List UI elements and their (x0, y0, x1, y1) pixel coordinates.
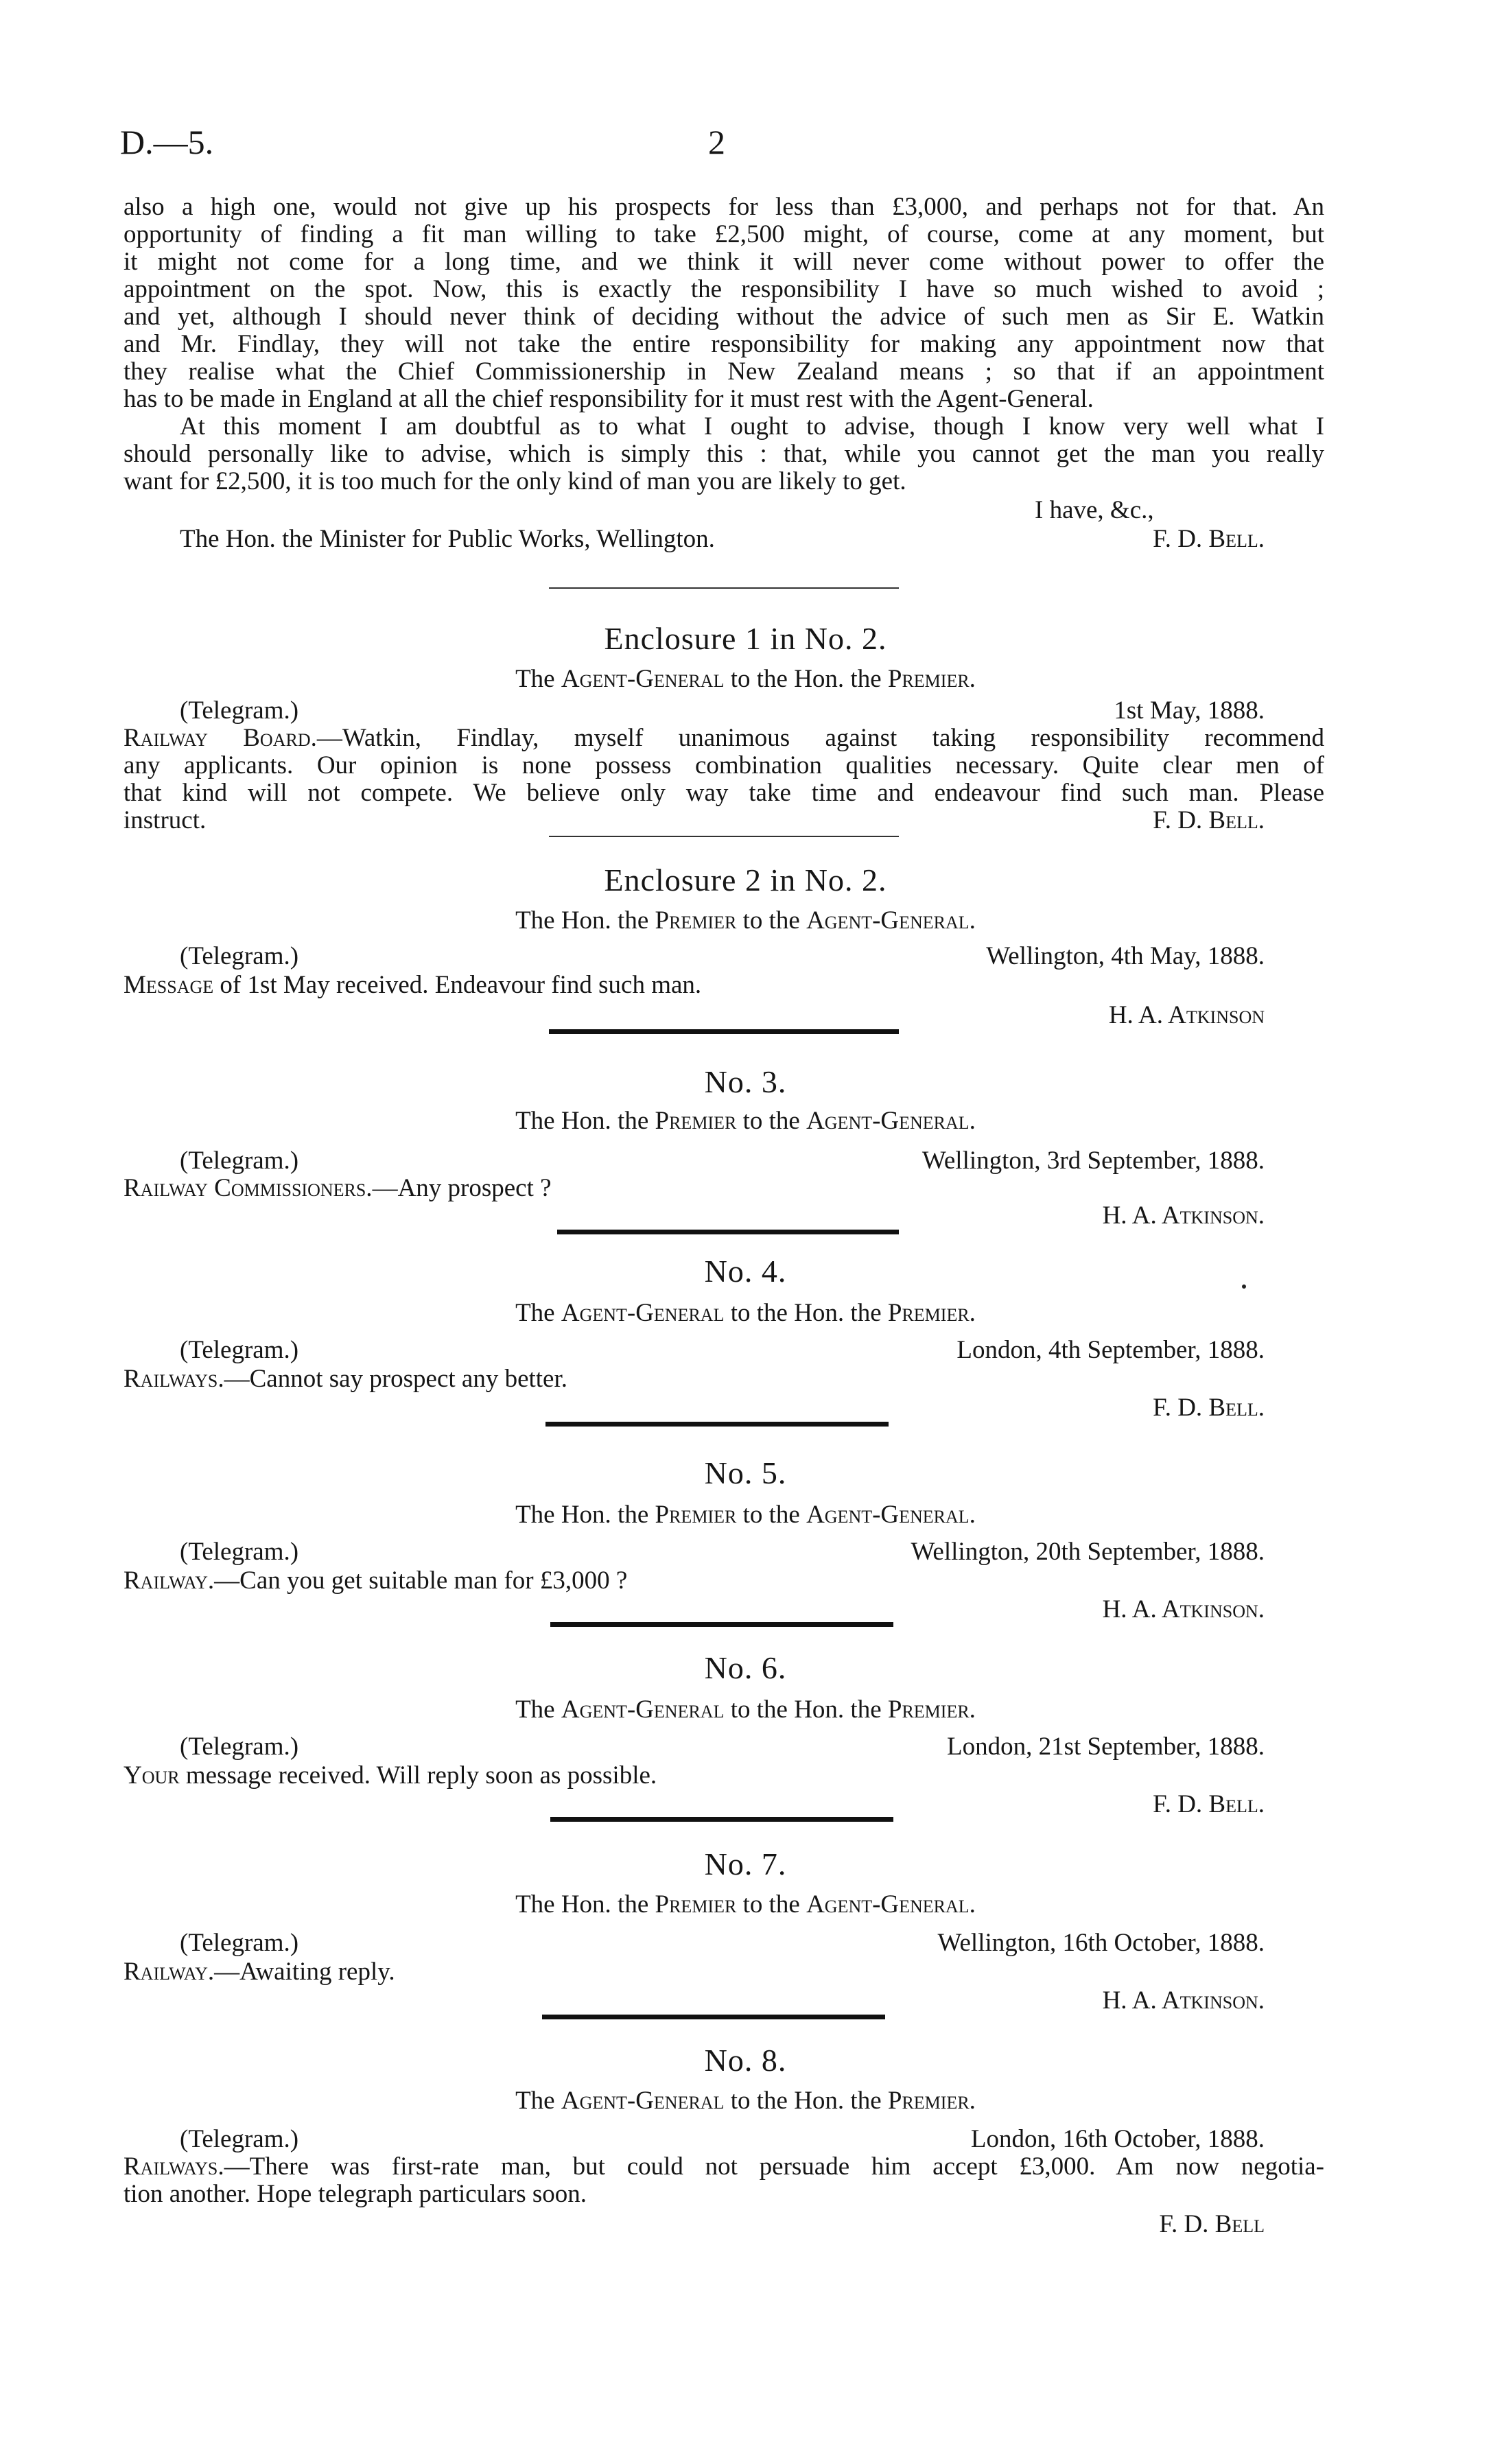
section-subheading (0, 1298, 1491, 1328)
telegram-label: (Telegram.) (180, 2125, 299, 2153)
subheading-text: The (515, 2087, 555, 2115)
message-text: —Awaiting reply. (214, 1958, 395, 1986)
section-heading: No. 3. (704, 1064, 787, 1099)
subheading-text: to the Hon. the (730, 1299, 882, 1327)
message-lead: Railway. (124, 1567, 215, 1595)
telegram-label: (Telegram.) (180, 1336, 299, 1364)
paragraph-line: At this moment I am doubtful as to what I ought to advise, though I know very well what I (180, 412, 1324, 441)
subheading-text: The Hon. the (515, 1107, 649, 1135)
subheading-text: The (515, 1696, 555, 1724)
subheading-text: to the (742, 906, 800, 935)
section-subheading (0, 1106, 1491, 1136)
message-line (124, 723, 1324, 753)
telegram-label: (Telegram.) (180, 1733, 299, 1761)
section-divider (549, 836, 899, 837)
telegram-date: Wellington, 4th May, 1888. (986, 942, 1265, 970)
addressee: The Hon. the Minister for Public Works, Wellington. (180, 525, 715, 553)
telegram-label: (Telegram.) (180, 1147, 299, 1175)
recipient: Premier. (887, 1299, 976, 1327)
section-heading: Enclosure 2 in No. 2. (604, 863, 887, 897)
message-line (124, 970, 701, 1000)
telegram-label: (Telegram.) (180, 696, 299, 725)
telegram-label: (Telegram.) (180, 1929, 299, 1957)
intro-line: and Mr. Findlay, they will not take the entire responsibility for making any appointment now that (124, 330, 1324, 358)
telegram-date: Wellington, 3rd September, 1888. (921, 1147, 1265, 1175)
section-divider (557, 1230, 899, 1234)
message-text: —Cannot say prospect any better. (224, 1365, 568, 1393)
section-subheading (0, 1695, 1491, 1724)
sender: Premier (655, 906, 737, 935)
message-line (124, 1761, 657, 1790)
message-line (124, 1566, 627, 1595)
telegram-date: London, 4th September, 1888. (956, 1336, 1265, 1364)
signature: H. A. Atkinson. (1102, 1986, 1265, 2015)
sender: Agent-General (561, 1696, 725, 1724)
message-line: that kind will not compete. We believe only way take time and endeavour find such man. Please (124, 779, 1324, 807)
signature: H. A. Atkinson. (1102, 1201, 1265, 1230)
closing: I have, &c., (1035, 496, 1154, 524)
sender: Agent-General (561, 665, 725, 693)
message-text: message received. Will reply soon as possible. (185, 1761, 657, 1790)
signature: F. D. Bell. (1153, 1790, 1265, 1818)
section-divider (550, 1817, 893, 1822)
section-divider (549, 1029, 899, 1034)
signature: F. D. Bell. (1153, 525, 1265, 553)
subheading-text: to the (742, 1501, 800, 1529)
sender: Premier (655, 1501, 737, 1529)
section-subheading (0, 2086, 1491, 2115)
intro-line: also a high one, would not give up his prospects for less than £3,000, and perhaps not for that. An (124, 193, 1324, 221)
intro-line: and yet, although I should never think of deciding without the advice of such men as Sir E. Watkin (124, 303, 1324, 331)
signature: F. D. Bell. (1153, 1394, 1265, 1422)
ink-mark (1242, 1284, 1246, 1289)
recipient: Premier. (887, 2087, 976, 2115)
sender: Agent-General (561, 2087, 725, 2115)
subheading-text: to the (742, 1107, 800, 1135)
message-line (124, 1957, 395, 1986)
message-line: tion another. Hope telegraph particulars soon. (124, 2180, 587, 2208)
section-subheading (0, 664, 1491, 694)
telegram-date: London, 16th October, 1888. (970, 2125, 1265, 2153)
telegram-date: 1st May, 1888. (1114, 696, 1265, 725)
recipient: Premier. (887, 1696, 976, 1724)
subheading-text: The (515, 1299, 555, 1327)
subheading-text: The Hon. the (515, 1890, 649, 1919)
section-divider (542, 2015, 885, 2019)
recipient: Agent-General. (806, 1107, 976, 1135)
intro-line: it might not come for a long time, and we think it will never come without power to offer the (124, 248, 1324, 276)
recipient: Premier. (887, 665, 976, 693)
message-lead: Your (124, 1761, 180, 1790)
section-heading: No. 4. (704, 1254, 787, 1289)
message-lead: Railway Board. (124, 724, 317, 752)
subheading-text: The (515, 665, 555, 693)
message-lead: Railways. (124, 2152, 224, 2181)
telegram-label: (Telegram.) (180, 1538, 299, 1566)
recipient: Agent-General. (806, 906, 976, 935)
message-text: —Watkin, Findlay, myself unanimous against taking responsibility recommend (316, 724, 1324, 752)
telegram-label: (Telegram.) (180, 942, 299, 970)
message-line (124, 2152, 1324, 2181)
message-line: any applicants. Our opinion is none possess combination qualities necessary. Quite clear men of (124, 751, 1324, 779)
message-lead: Railways. (124, 1365, 224, 1393)
recipient: Agent-General. (806, 1501, 976, 1529)
section-heading: No. 7. (704, 1846, 787, 1881)
message-text: —There was first-rate man, but could not persuade him accept £3,000. Am now negotia- (224, 2152, 1324, 2181)
subheading-text: The Hon. the (515, 906, 649, 935)
intro-line: they realise what the Chief Commissionership in New Zealand means ; so that if an appointment (124, 357, 1324, 386)
subheading-text: to the Hon. the (730, 2087, 882, 2115)
signature: F. D. Bell (1159, 2210, 1265, 2238)
message-text: —Can you get suitable man for £3,000 ? (214, 1567, 628, 1595)
paragraph-line: should personally like to advise, which is simply this : that, while you cannot get the man you really (124, 440, 1324, 468)
section-heading: No. 5. (704, 1455, 787, 1490)
telegram-date: Wellington, 20th September, 1888. (911, 1538, 1265, 1566)
section-subheading (0, 906, 1491, 935)
message-text: of 1st May received. Endeavour find such man. (220, 971, 702, 999)
message-lead: Message (124, 971, 214, 999)
subheading-text: to the (742, 1890, 800, 1919)
telegram-date: Wellington, 16th October, 1888. (937, 1929, 1265, 1957)
intro-line: has to be made in England at all the chief responsibility for it must rest with the Agent-General. (124, 385, 1094, 413)
paragraph-line: want for £2,500, it is too much for the only kind of man you are likely to get. (124, 467, 906, 495)
signature: H. A. Atkinson (1108, 1001, 1265, 1029)
page-number: 2 (708, 123, 725, 161)
message-line (124, 1173, 552, 1203)
section-divider (550, 1622, 893, 1627)
section-subheading (0, 1500, 1491, 1529)
telegram-date: London, 21st September, 1888. (946, 1733, 1265, 1761)
section-subheading (0, 1890, 1491, 1919)
section-heading: Enclosure 1 in No. 2. (604, 621, 887, 656)
message-lead: Railway. (124, 1958, 215, 1986)
message-line: instruct. (124, 806, 207, 834)
section-heading: No. 6. (704, 1650, 787, 1685)
document-reference: D.—5. (120, 123, 214, 161)
message-line (124, 1364, 567, 1394)
recipient: Agent-General. (806, 1890, 976, 1919)
section-divider (545, 1422, 889, 1427)
sender: Agent-General (561, 1299, 725, 1327)
signature: F. D. Bell. (1153, 806, 1265, 834)
subheading-text: to the Hon. the (730, 1696, 882, 1724)
section-divider (549, 587, 899, 589)
subheading-text: to the Hon. the (730, 665, 882, 693)
section-heading: No. 8. (704, 2043, 787, 2078)
intro-line: appointment on the spot. Now, this is exactly the responsibility I have so much wished to avoid ; (124, 275, 1324, 303)
intro-line: opportunity of finding a fit man willing to take £2,500 might, of course, come at any moment, but (124, 220, 1324, 248)
subheading-text: The Hon. the (515, 1501, 649, 1529)
signature: H. A. Atkinson. (1102, 1595, 1265, 1623)
message-text: —Any prospect ? (372, 1174, 552, 1202)
message-lead: Railway Commissioners. (124, 1174, 373, 1202)
sender: Premier (655, 1107, 737, 1135)
sender: Premier (655, 1890, 737, 1919)
